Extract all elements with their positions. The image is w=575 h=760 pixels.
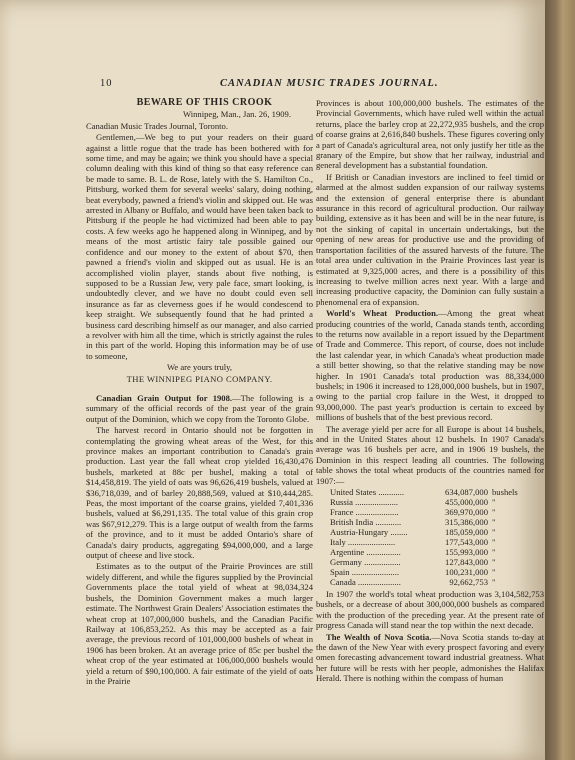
book-page-edge (545, 0, 575, 760)
table-cell-unit: " (492, 567, 496, 578)
table-cell-unit: " (492, 537, 496, 548)
table-cell-country: Canada .................... (330, 577, 401, 588)
table-cell-unit: " (492, 507, 496, 518)
grain-paragraph-1: Canadian Grain Output for 1908.—The following is a summary of the official records of the past year of the grain output of the Dominion, which we copy from the Toronto Globe. (86, 392, 314, 424)
table-cell-value: 315,386,000 (445, 517, 488, 528)
left-column (86, 98, 313, 687)
nova-paragraph-1: The Wealth of Nova Scotia.—Nova Scotia stands to-day at the dawn of the New Year with every prospect favoring and every omen forecasting advancement toward industrial greatness. What her future will be rests with her people, admonishes the Halifax Herald. There is nothing within the compass of human (316, 631, 544, 684)
table-cell-country: France .................... (330, 507, 399, 518)
wheat-paragraph-2: The average yield per acre for all Europe is about 14 bushels, and in the United States about 12 bushels. In 1907 Canada's average was 16 bushels per acre, and in 1906 19 bushels, the Dominion in this respect leading all countries. The following table shows the total wheat products of the countries named for 1907:— (316, 423, 544, 486)
table-row (330, 517, 518, 527)
right-column (316, 98, 544, 685)
table-cell-value: 100,231,000 (445, 567, 488, 578)
table-row (330, 557, 518, 567)
table-cell-country: Austria-Hungary ........ (330, 527, 408, 538)
table-cell-country: British India ............ (330, 517, 402, 528)
table-cell-country: Argentine ................ (330, 547, 401, 558)
table-row (330, 487, 518, 497)
nova-heading: The Wealth of Nova Scotia. (326, 631, 432, 642)
grain-paragraph-2: The harvest record in Ontario should not be forgotten in contemplating the growing wheat areas of the West, for this province makes an important contribution to Canada's grain production. Last year the fall wheat crop yielded 16,430,476 bushels, marketed at 88c per bushel, making a total of $14,458,819. The yield of oats was 96,626,419 bushels, valued at $36,718,039, and of barley 20,888,569, valued at $10,444,285. Peas, the most important of the coarse grains, yielded 7,401,336 bushels, valued at $6,291,135. The total value of this grain crop was $67,912,279. This is a large output of wealth from the farms of the province, and to it must be added Ontario's share of Canada's dairy products, aggregating $94,000,000, and a large output of cheese and live stock. (86, 425, 313, 561)
table-cell-value: 455,000,000 (445, 497, 488, 508)
table-row (330, 497, 518, 507)
grain-paragraph-3: Estimates as to the output of the Prairie Provinces are still widely different, and while the figures supplied by the Provincial Governments place the total yield of wheat at 98,034,324 bushels, the Dominion Government makes a much larger estimate. The Northwest Grain Dealers' Association estimates the wheat crop at 107,000,000 bushels, and the Canadian Pacific Railway at 106,853,252. As this may be accepted as a fair average, the previous record of 101,000,000 bushels of wheat in 1906 has been broken. At an average price of 85c per bushel the wheat crop of the year estimated at 106,000,000 bushels would yield a return of $90,100,000. A fair estimate of the yield of oats in the Prairie (86, 561, 313, 686)
grain-heading: Canadian Grain Output for 1908. (96, 392, 233, 403)
letter-addressee: Canadian Music Trades Journal, Toronto. (86, 120, 228, 131)
right-paragraph-1: Provinces is about 100,000,000 bushels. The estimates of the Provincial Governments, which have ruled well within the actual returns, place the barley crop at 22,272,935 bushels, and the crop of coarse grains at 2,616,840 bushels. These figures covering only a part of Canada's agricultural area, not only justify her title as the granary of the Empire, but show that her railway, industrial and general development has a substantial foundation. (316, 98, 544, 171)
letter-closing: We are yours truly, (166, 362, 233, 373)
table-cell-country: Italy ...................... (330, 537, 396, 548)
table-cell-value: 177,543,000 (445, 537, 488, 548)
table-cell-value: 634,087,000 (445, 487, 488, 498)
table-row (330, 547, 518, 557)
table-cell-country: United States ............ (330, 487, 404, 498)
crook-heading: BEWARE OF THIS CROOK (136, 97, 273, 108)
table-row (330, 527, 518, 537)
wheat-paragraph-3: In 1907 the world's total wheat production was 3,104,582,753 bushels, or a decrease of about 300,000,000 bushels as compared with the production of the preceding year. At the present rate of progress Canada will stand near the top within the next decade. (316, 589, 544, 631)
table-cell-unit: " (492, 497, 496, 508)
table-cell-unit: " (492, 577, 496, 588)
table-row (330, 507, 518, 517)
table-cell-unit: " (492, 547, 496, 558)
wheat-paragraph-1: World's Wheat Production.—Among the great wheat producing countries of the world, Canada stands tenth, according to the returns now available in a report issued by the Department of Trade and Commerce. This report, of course, does not include the last calendar year, in which Canada's wheat production made a still better showing, so that the relative standing may be now higher. In 1901 Canada's total production was 88,334,000 bushels; in 1906 it increased to 128,000,000 bushels, but in 1907, owing to the partial crop failure in the West, it dropped to 93,000,000. The past year's production is certain to exceed by millions of bushels that of the best previous record. (316, 308, 545, 423)
journal-title: CANADIAN MUSIC TRADES JOURNAL. (220, 78, 439, 89)
table-cell-country: Spain ...................... (330, 567, 399, 578)
letter-body: Gentlemen,—We beg to put your readers on their guard against a little rogue that the trade has been bothered with for some time, and may be again; we think you should have a special column dealing with this kind of thing so that easy reference can be made to same. B. L. de Rose, lately with the S. Hamilton Co., Pittsburg, worked them for several weeks' salary, doing nothing, beat everybody, pawned a friend's violin and skipped out. He was arrested in Albany or Buffalo, and would have been taken back to Pittsburg if the people he had victimized had been able to pay costs. A few weeks ago he happened along in Winnipeg, and by means of the most artistic fairy tale possible gained our confidence and our money to the extent of about $70, then pawned a friend's violin and skipped out as usual. He is an accomplished violin player, stands about five nothing, is supposed to be a Russian Jew, very pale face, smart looking, is undoubtedly clever, and we have no doubt could even sell insurance as far as cleverness goes if he would condescend to keep straight. We subsequently found that he had printed a business card describing himself as our manager, and also carried a revolver with him all the time, which is strictly against the rules in this part of the world. Hoping this information may be of use to someone, (86, 132, 313, 361)
table-cell-value: 127,843,000 (445, 557, 488, 568)
right-paragraph-2: If British or Canadian investors are inclined to feel timid or alarmed at the almost sudden expansion of our railway systems and the extension of general enterprise there is abundant assurance in this record of agricultural production. Our railway building, extensive as it has been and will be in the near future, is not the sinking of capital in uncertain undertakings, but the opening of new areas for productive use and the providing of transportation facilities of the assured harvests of the future. The total area under cultivation in the Prairie Provinces last year is estimated at 9,325,000 acres, and there is a possibility of this increasing to twelve million acres next year. With a large and increasing productive capacity, the Dominion can fully sustain a phenomenal era of expansion. (316, 171, 544, 307)
table-cell-value: 185,059,000 (445, 527, 488, 538)
table-row (330, 577, 518, 587)
letter-signature: THE WINNIPEG PIANO COMPANY. (126, 373, 273, 384)
table-row (330, 567, 518, 577)
table-cell-unit: bushels (492, 487, 518, 498)
table-cell-value: 92,662,753 (449, 577, 488, 588)
table-cell-value: 369,970,000 (445, 507, 488, 518)
table-cell-country: Russia .................... (330, 497, 399, 508)
wheat-production-table (330, 487, 518, 587)
page-number: 10 (100, 78, 113, 89)
table-cell-unit: " (492, 557, 496, 568)
table-cell-unit: " (492, 527, 496, 538)
table-row (330, 537, 518, 547)
letter-dateline: Winnipeg, Man., Jan. 26, 1909. (182, 109, 291, 120)
table-cell-country: Germany ................. (330, 557, 401, 568)
wheat-heading: World's Wheat Production. (326, 308, 438, 319)
table-cell-value: 155,993,000 (445, 547, 488, 558)
table-cell-unit: " (492, 517, 496, 528)
